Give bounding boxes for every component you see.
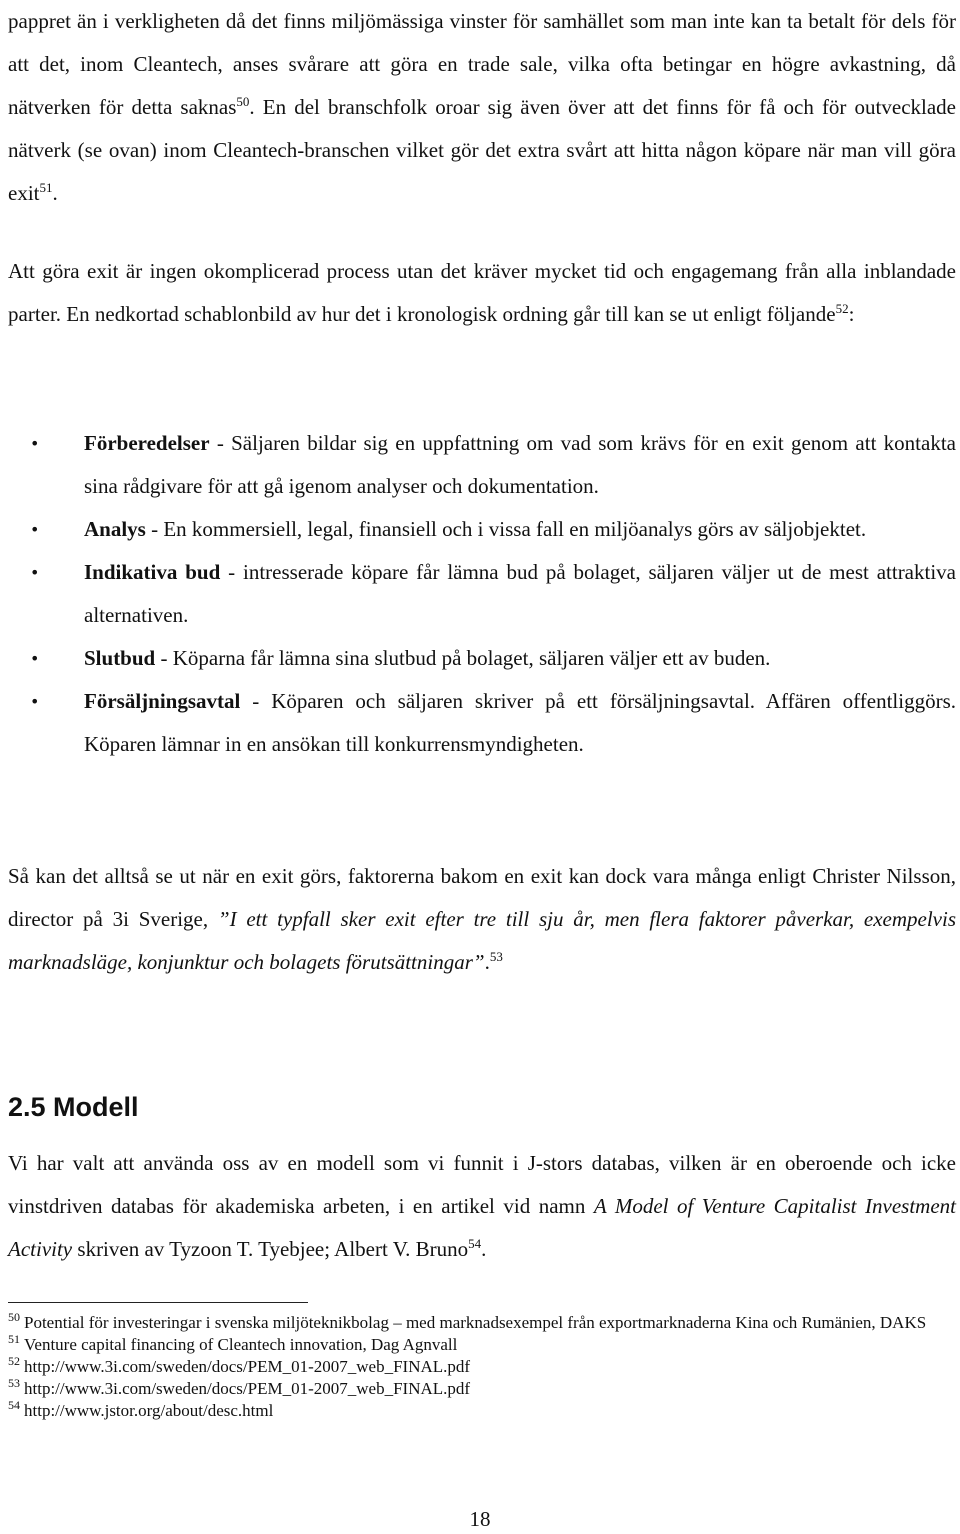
paragraph-text: skriven av Tyzoon T. Tyebjee; Albert V. Bruno <box>72 1237 469 1261</box>
list-item-term: Förberedelser <box>84 431 210 455</box>
bullet-icon: • <box>30 649 40 668</box>
list-item-term: Indikativa bud <box>84 560 221 584</box>
paragraph-text: . <box>52 181 58 205</box>
footnote-ref-51[interactable]: 51 <box>39 180 53 195</box>
list-item-text: - Köparen och säljaren skriver på ett försäljningsavtal. Affären offentliggörs. Köparen lämnar in en ansökan till konkurrensmyndigheten. <box>84 689 956 756</box>
paragraph-model <box>8 1142 956 1271</box>
paragraph-text: . <box>481 1237 487 1261</box>
quote-text: ”I ett typfall sker exit efter tre till sju år, men flera faktorer påverkar, exempelvis marknadsläge, konjunktur och bolagets förutsättningar” <box>8 907 957 974</box>
footnote-ref-52[interactable]: 52 <box>835 301 849 316</box>
section-heading: 2.5 Modell <box>8 1092 139 1122</box>
paragraph-text: pappret än i verkligheten då det finns miljömässiga vinster för samhället som man inte kan ta betalt för dels för att det, inom Cleantech, anses svårare att göra en trade sale, vilka ofta betingar en högre avkastning, då nätverken för detta saknas <box>8 9 956 119</box>
paragraph-text: Vi har valt att använda oss av en modell som vi funnit i J-stors databas, vilken är en oberoende och icke vinstdriven databas för akademiska arbeten, i en artikel vid namn <box>8 1151 956 1218</box>
list-item-text: - Säljaren bildar sig en uppfattning om vad som krävs för en exit genom att kontakta sina rådgivare för att gå igenom analyser och dokumentation. <box>84 431 956 498</box>
exit-steps-list <box>8 422 956 766</box>
list-item <box>8 508 956 551</box>
paragraph-exit-process <box>8 250 956 336</box>
list-item <box>8 551 956 637</box>
footnote-link[interactable]: http://www.3i.com/sweden/docs/PEM_01-2007_web_FINAL.pdf <box>24 1357 471 1376</box>
footnote-item <box>8 1378 956 1400</box>
bullet-icon: • <box>30 520 40 539</box>
footnote-text: Venture capital financing of Cleantech innovation, Dag Agnvall <box>24 1335 458 1354</box>
bullet-icon: • <box>30 434 40 453</box>
list-item-text: - Köparna får lämna sina slutbud på bolaget, säljaren väljer ett av buden. <box>155 646 771 670</box>
paragraph-text: Så kan det alltså se ut när en exit görs, faktorerna bakom en exit kan dock vara många enligt Christer Nilsson, director på 3i Sverige, <box>8 864 956 931</box>
footnote-ref-54[interactable]: 54 <box>468 1236 482 1251</box>
page-number: 18 <box>469 1507 491 1531</box>
footnote-number: 52 <box>8 1354 20 1369</box>
list-item-term: Försäljningsavtal <box>84 689 241 713</box>
list-item <box>8 637 956 680</box>
paragraph-text: : <box>848 302 855 326</box>
footnote-link[interactable]: http://www.jstor.org/about/desc.html <box>24 1401 274 1420</box>
footnote-ref-50[interactable]: 50 <box>236 94 250 109</box>
paragraph-quote <box>8 855 956 984</box>
footnote-number: 53 <box>8 1376 20 1391</box>
list-item-term: Slutbud <box>84 646 156 670</box>
footnote-item <box>8 1400 956 1422</box>
footnotes <box>8 1312 956 1422</box>
footnote-item <box>8 1312 956 1334</box>
paragraph-text: . En del branschfolk oroar sig även över att det finns för få och för outvecklade nätverk (se ovan) inom Cleantech-branschen vilket gör det extra svårt att hitta någon köpare när man vill göra exit <box>8 95 956 205</box>
list-item-text: - En kommersiell, legal, finansiell och i vissa fall en miljöanalys görs av säljobjektet. <box>145 517 867 541</box>
footnote-text: Potential för investeringar i svenska miljöteknikbolag – med marknadsexempel från exportmarknaderna Kina och Rumänien, DAKS <box>24 1313 927 1332</box>
footnote-item <box>8 1356 956 1378</box>
footnote-link[interactable]: http://www.3i.com/sweden/docs/PEM_01-2007_web_FINAL.pdf <box>24 1379 471 1398</box>
bullet-icon: • <box>30 692 40 711</box>
paragraph-exit-networks <box>8 0 956 215</box>
footnote-number: 54 <box>8 1398 20 1413</box>
list-item-text: - intresserade köpare får lämna bud på bolaget, säljaren väljer ut de mest attraktiva alternativen. <box>84 560 956 627</box>
list-item <box>8 422 956 508</box>
paragraph-text: . <box>484 950 490 974</box>
footnote-number: 51 <box>8 1332 20 1347</box>
footnote-number: 50 <box>8 1310 20 1325</box>
footnote-item <box>8 1334 956 1356</box>
list-item <box>8 680 956 766</box>
list-item-term: Analys <box>84 517 146 541</box>
paragraph-text: Att göra exit är ingen okomplicerad process utan det kräver mycket tid och engagemang från alla inblandade parter. En nedkortad schablonbild av hur det i kronologisk ordning går till kan se ut enligt följande <box>8 259 956 326</box>
footnote-divider <box>8 1302 308 1303</box>
footnote-ref-53[interactable]: 53 <box>489 949 503 964</box>
article-title: A Model of Venture Capitalist Investment Activity <box>8 1194 956 1261</box>
bullet-icon: • <box>30 563 40 582</box>
